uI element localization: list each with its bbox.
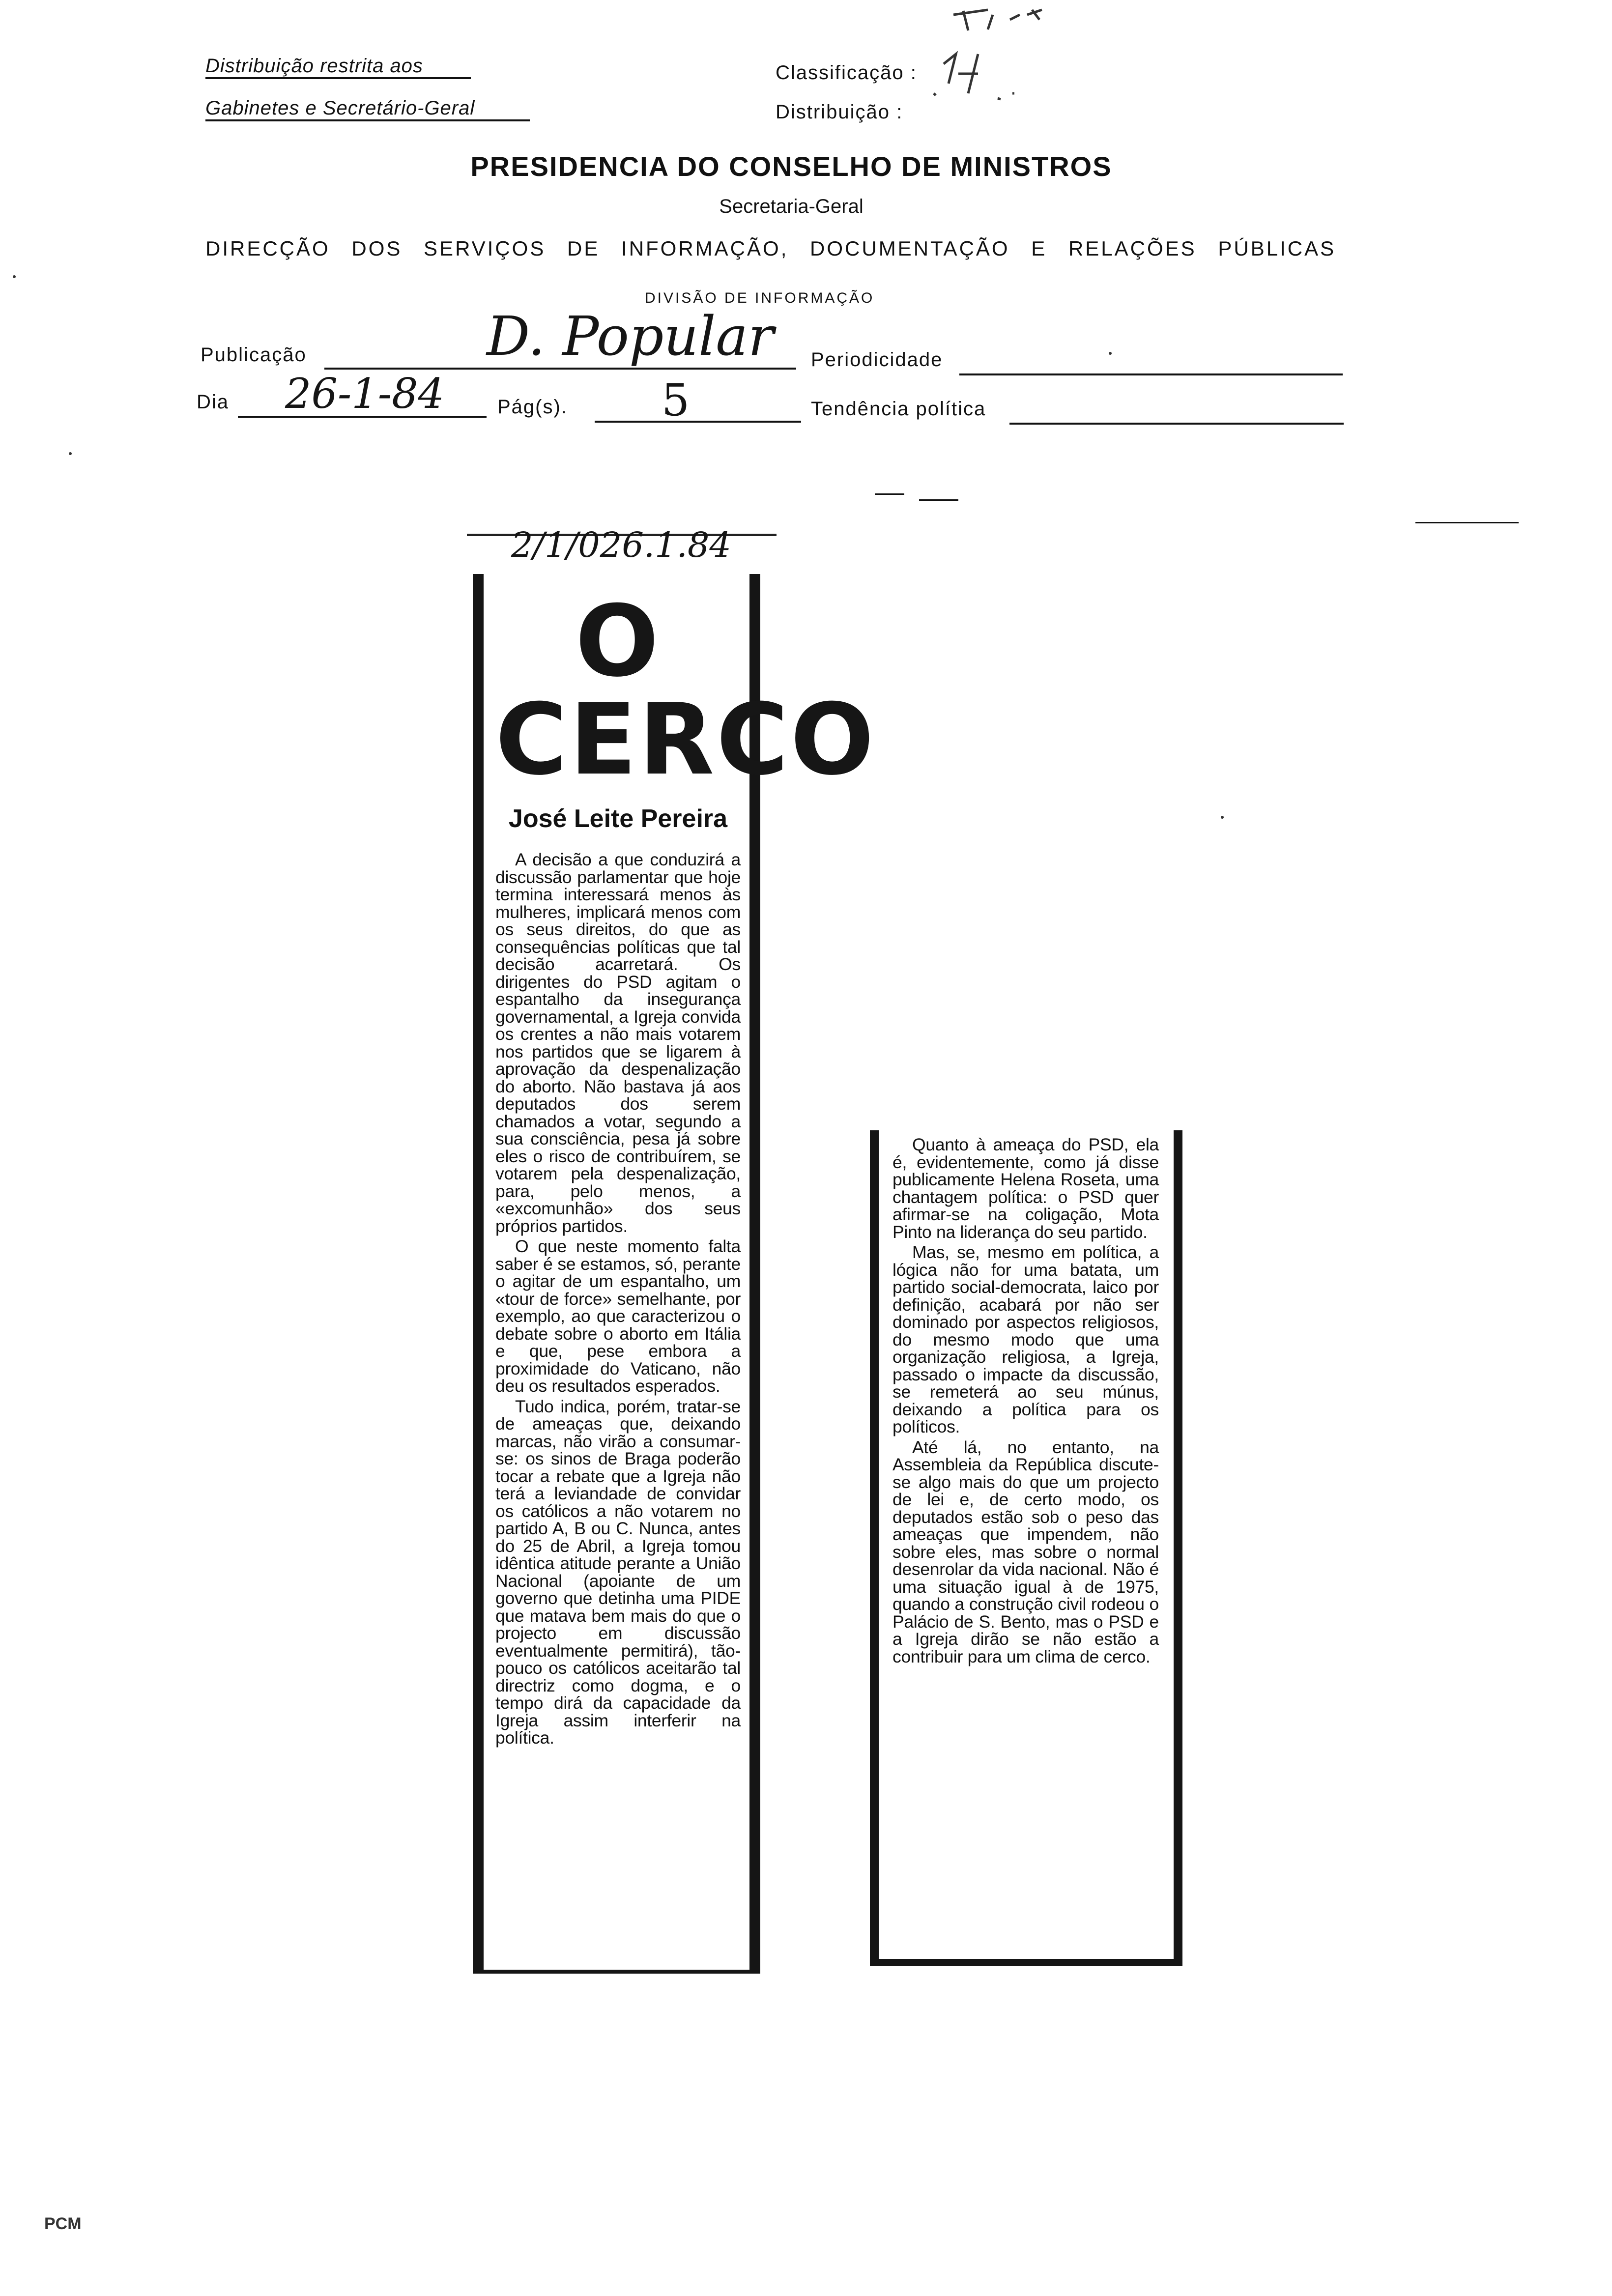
stray-mark: [875, 493, 904, 495]
paragraph: O que neste momento falta saber é se estamos, só, perante o agitar de um espantalho, um «tour de force» semelhante, por exemplo, ao que caracterizou o debate sobre o aborto em Itália e que, pese embora a proximidade do Vaticano, não deu os resultados esperados.: [495, 1236, 741, 1396]
day-label: Dia: [197, 391, 230, 413]
article-text-left: [495, 851, 741, 1747]
speck: [13, 275, 16, 278]
division-name: DIVISÃO DE INFORMAÇÃO: [645, 290, 875, 306]
day-value: 26-1-84: [285, 370, 444, 418]
speck: [1109, 352, 1112, 355]
periodicity-line: [959, 373, 1343, 375]
distribution-label: Distribuição :: [776, 101, 903, 123]
classification-label: Classificação :: [776, 62, 917, 84]
tendency-label: Tendência política: [811, 398, 986, 420]
department-name: DIRECÇÃO DOS SERVIÇOS DE INFORMAÇÃO, DOCUMENTAÇÃO E RELAÇÕES PÚBLICAS: [205, 237, 1336, 260]
paragraph: Mas, se, mesmo em política, a lógica não for uma batata, um partido social-democrata, laico por definição, acabará por não ser dominado por aspectos religiosos, do mesmo modo que uma organização religiosa, a Igreja, passado o impacte da discussão, se remeterá ao seu múnus, deixando a política para os políticos.: [892, 1242, 1159, 1436]
pages-value: 5: [662, 374, 690, 426]
speck: [69, 452, 72, 455]
speck: [1221, 816, 1224, 819]
paragraph: Até lá, no entanto, na Assembleia da República discute-se algo mais do que um projecto de lei e, de certo modo, os deputados estão sob o peso das ameaças que impendem, não sobre eles, mas sobre o normal desenrolar da vida nacional. Não é uma situação igual à de 1975, quando a construção civil rodeou o Palácio de S. Bento, mas o PSD e a Igreja dirão se não estão a contribuir para um clima de cerco.: [892, 1437, 1159, 1666]
article-author: José Leite Pereira: [508, 804, 728, 833]
paragraph: Tudo indica, porém, tratar-se de ameaças que, deixando marcas, não virão a consumar-se: os sinos de Braga poderão tocar a rebate que a Igreja não terá a leviandade de convidar os católicos a não votarem no partido A, B ou C. Nunca, antes do 25 de Abril, a Igreja tomou idêntica atitude perante a União Nacional (apoiante de um governo que detinha uma PIDE que matava bem mais do que o projecto em discussão eventualmente permitirá), tão-pouco os católicos aceitarão tal directriz como dogma, e o tempo dirá da capacidade da Igreja assim interferir na política.: [495, 1396, 741, 1748]
distribution-note-line1: Distribuição restrita aos: [205, 55, 471, 79]
stray-mark: [1415, 522, 1519, 523]
tendency-line: [1009, 423, 1344, 425]
article-text-right: [892, 1136, 1159, 1665]
periodicity-label: Periodicidade: [811, 349, 943, 371]
handwritten-scribble-icon: [904, 0, 1111, 113]
paragraph: A decisão a que conduzirá a discussão parlamentar que hoje termina interessará menos às mulheres, implicará menos com os seus direitos, do que as consequências políticas que tal decisão acarretará. Os dirigentes do PSD agitam o espantalho da insegurança governamental, a Igreja convida os crentes a não mais votarem nos partidos que se ligarem à aprovação da despenalização do aborto. Não bastava já aos deputados dos serem chamados a votar, segundo a sua consciência, pesa já sobre eles o risco de contribuírem, se votarem pela despenalização, para, pelo menos, a «excomunhão» dos seus próprios partidos.: [495, 850, 741, 1236]
pages-label: Pág(s).: [497, 396, 568, 418]
footer-mark: PCM: [44, 2214, 82, 2233]
article-column-left: [473, 574, 876, 1974]
publication-value: D. Popular: [487, 305, 774, 368]
page-subtitle: Secretaria-Geral: [719, 196, 864, 217]
article-column-right: [870, 1130, 1182, 1966]
page-title: PRESIDENCIA DO CONSELHO DE MINISTROS: [470, 151, 1112, 182]
publication-label: Publicação: [201, 344, 307, 366]
paragraph: Quanto à ameaça do PSD, ela é, evidentemente, como já disse publicamente Helena Roseta, uma chantagem política: o PSD quer afirmar-se na coligação, Mota Pinto na liderança do seu partido.: [892, 1135, 1159, 1242]
stray-mark: [919, 499, 958, 501]
pages-line: [595, 421, 801, 423]
distribution-note-line2: Gabinetes e Secretário-Geral: [205, 97, 530, 121]
clipping-stamp-text: 2/1/026.1.84: [511, 525, 731, 565]
article-headline: O CERCO: [495, 584, 876, 797]
